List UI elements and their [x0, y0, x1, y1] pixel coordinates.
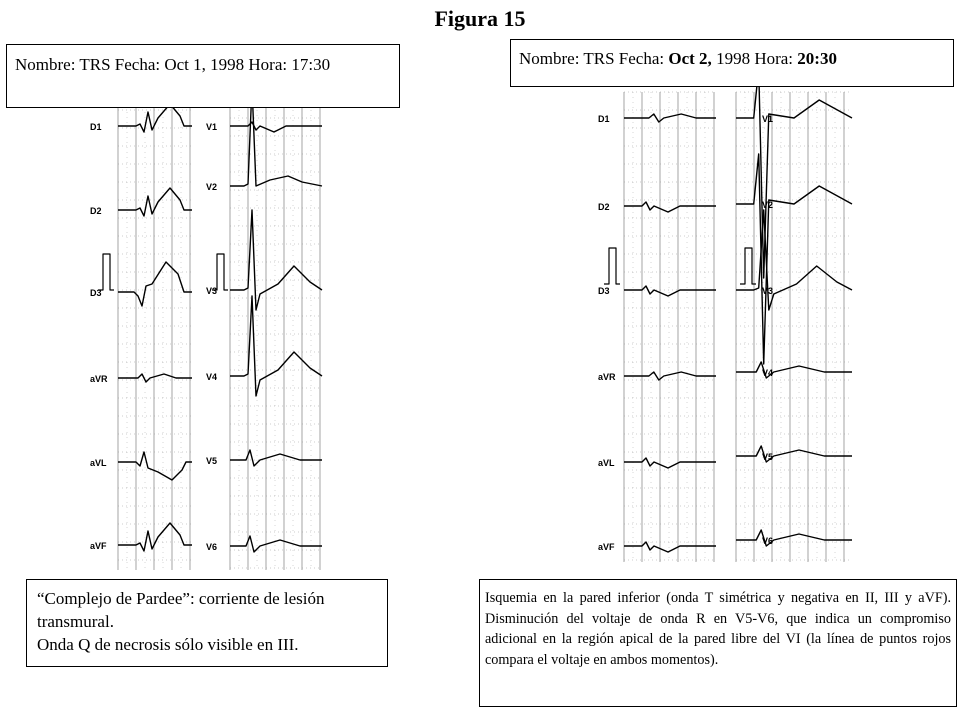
ecg-trace: [736, 210, 852, 310]
right-caption: [479, 579, 957, 707]
left-caption: [26, 579, 388, 667]
lead-label-right-D3: D3: [598, 286, 610, 296]
grid-left-chest: [230, 100, 322, 570]
ecg-trace: [230, 210, 322, 310]
lead-label-left-V3: V3: [206, 286, 218, 296]
right-caption-text: Isquemia en la pared inferior (onda T simétrica y negativa en II, III y aVF). Disminución del voltaje de onda R en V5-V6, que indica un compromiso adicional en la región apical de la pared libre del VI (la línea de puntos rojos compara el voltaje en ambos momentos).: [485, 590, 951, 668]
lead-label-right-V4: V4: [762, 368, 774, 378]
calibration-pulse: [98, 254, 114, 290]
ecg-trace: [624, 372, 716, 380]
lead-label-left-D1: D1: [90, 122, 102, 132]
lead-label-right-aVR: aVR: [598, 372, 616, 382]
grid-left-limb: [118, 92, 192, 570]
left-header-text: Nombre: TRS Fecha: Oct 1, 1998 Hora: 17:30: [15, 55, 331, 74]
lead-label-right-D2: D2: [598, 202, 610, 212]
lead-label-left-V2: V2: [206, 182, 218, 192]
lead-label-left-V5: V5: [206, 456, 218, 466]
ecg-trace: [624, 286, 716, 296]
left-caption-line-1: “Complejo de Pardee”: corriente de lesión transmural.: [37, 589, 325, 631]
right-header-middle: 1998 Hora:: [711, 49, 798, 68]
ecg-trace: [736, 446, 852, 462]
lead-label-left-aVR: aVR: [90, 374, 108, 384]
lead-label-left-V6: V6: [206, 542, 218, 552]
ecg-trace: [624, 114, 716, 122]
ecg-trace: [624, 458, 716, 468]
ecg-trace: [230, 536, 322, 552]
lead-label-left-D3: D3: [90, 288, 102, 298]
lead-label-right-D1: D1: [598, 114, 610, 124]
ecg-trace: [118, 374, 192, 382]
grid-right-limb: [624, 92, 716, 562]
ecg-trace: [230, 122, 322, 132]
figure-title: Figura 15: [434, 6, 526, 31]
ecg-trace: [230, 296, 322, 396]
ecg-trace: [736, 530, 852, 546]
lead-label-right-V2: V2: [762, 200, 774, 210]
left-header: [6, 44, 400, 108]
lead-label-left-V4: V4: [206, 372, 218, 382]
ecg-trace: [118, 262, 192, 306]
right-header-time: 20:30: [797, 49, 837, 68]
lead-label-right-V1: V1: [762, 114, 774, 124]
calibration-pulse: [212, 254, 228, 290]
lead-label-right-aVL: aVL: [598, 458, 615, 468]
lead-label-left-aVL: aVL: [90, 458, 107, 468]
ecg-trace: [736, 68, 852, 278]
lead-label-right-V6: V6: [762, 536, 774, 546]
lead-label-left-V1: V1: [206, 122, 218, 132]
ecg-trace: [736, 154, 852, 364]
ecg-trace: [736, 362, 852, 378]
lead-label-left-D2: D2: [90, 206, 102, 216]
right-header-date: Oct 2,: [668, 49, 712, 68]
calibration-pulse: [604, 248, 620, 284]
lead-label-right-V3: V3: [762, 286, 774, 296]
lead-label-right-aVF: aVF: [598, 542, 615, 552]
lead-label-right-V5: V5: [762, 452, 774, 462]
right-header-prefix: Nombre: TRS Fecha:: [519, 49, 669, 68]
left-caption-line-2: Onda Q de necrosis sólo visible en III.: [37, 635, 299, 654]
ecg-trace: [118, 452, 192, 480]
right-header: [510, 39, 954, 87]
lead-label-left-aVF: aVF: [90, 541, 107, 551]
ecg-trace: [230, 450, 322, 466]
ecg-trace: [624, 542, 716, 552]
ecg-trace: [624, 202, 716, 212]
grid-right-chest: [736, 92, 852, 562]
